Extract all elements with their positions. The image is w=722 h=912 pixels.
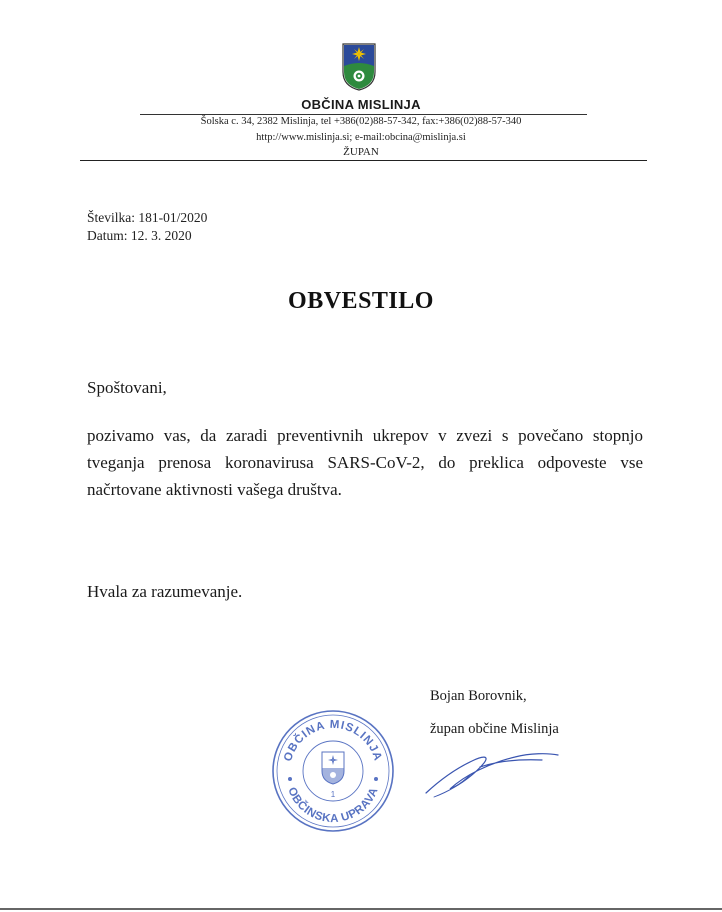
- stamp-crest-icon: [322, 752, 344, 784]
- stamp-top-text: OBČINA MISLINJA: [282, 718, 384, 763]
- document-title: OBVESTILO: [288, 288, 434, 314]
- stamp-bottom-text: OBČINSKA UPRAVA: [285, 785, 381, 826]
- office-title: ŽUPAN: [343, 146, 379, 158]
- header-rule-bottom: [80, 160, 647, 161]
- body-paragraph: pozivamo vas, da zaradi preventivnih ukrepov v zvezi s povečano stopnjo tveganja prenosa koronavirusa SARS-CoV-2, do preklica odpoveste vse načrtovane aktivnosti vašega društva.: [87, 426, 643, 499]
- reference-date: Datum: 12. 3. 2020: [87, 228, 192, 243]
- coat-of-arms-icon: [341, 42, 377, 92]
- signatory-role: župan občine Mislinja: [430, 721, 559, 737]
- greeting: Spoštovani,: [87, 378, 167, 397]
- handwritten-signature-icon: [420, 745, 570, 800]
- organization-name: OBČINA MISLINJA: [301, 97, 421, 112]
- address-line: Šolska c. 34, 2382 Mislinja, tel +386(02)88-57-342, fax:+386(02)88-57-340: [200, 116, 522, 127]
- reference-number: Številka: 181-01/2020: [87, 210, 208, 225]
- page-bottom-edge: [0, 908, 722, 910]
- closing-line: Hvala za razumevanje.: [87, 582, 243, 601]
- header-rule-top: [140, 114, 587, 115]
- official-stamp-icon: [268, 705, 398, 833]
- stamp-number: 1: [330, 790, 336, 799]
- web-email-line: http://www.mislinja.si; e-mail:obcina@mislinja.si: [256, 132, 466, 143]
- signatory-name: Bojan Borovnik,: [430, 688, 527, 704]
